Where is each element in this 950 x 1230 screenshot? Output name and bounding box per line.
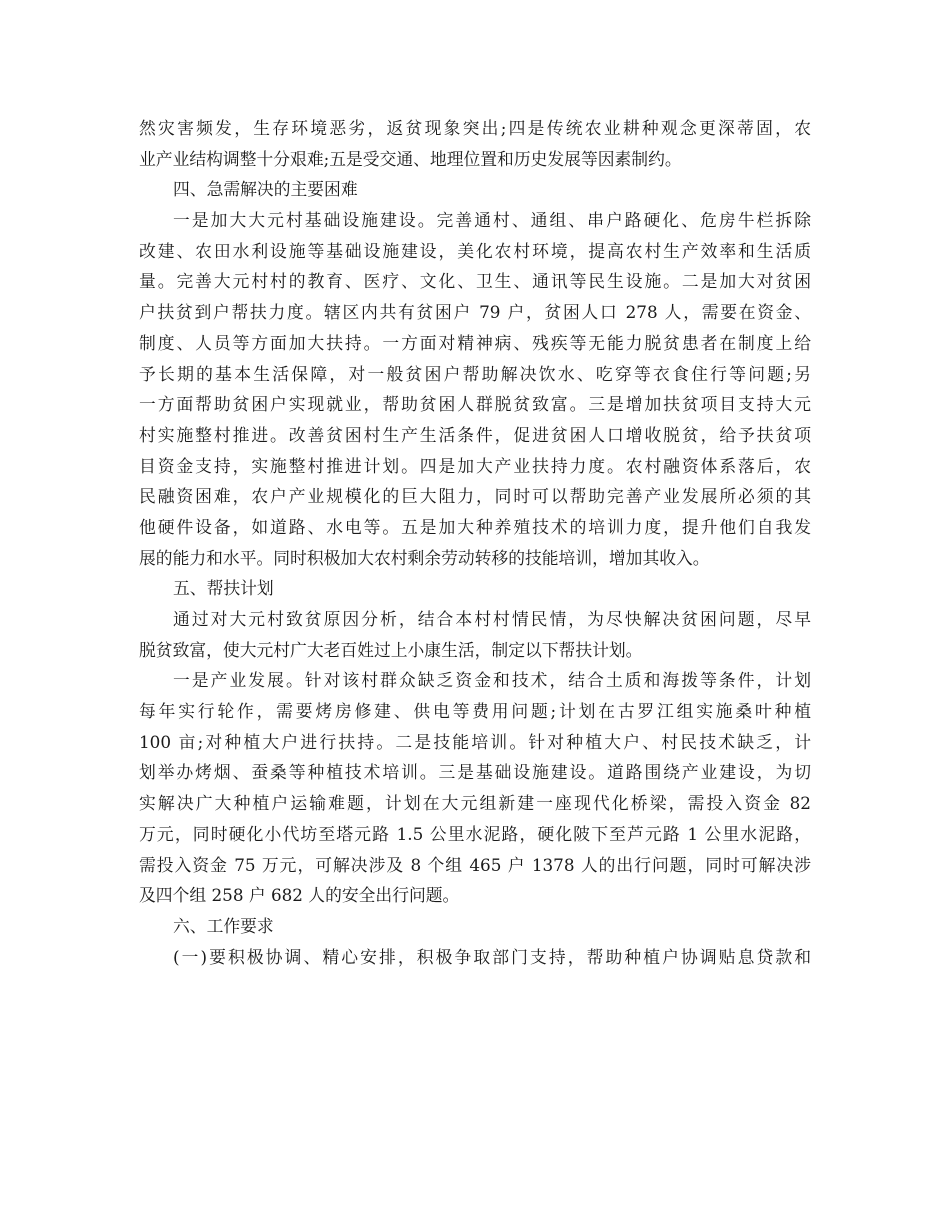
- paragraph-line: 予长期的基本生活保障，对一般贫困户帮助解决饮水、吃穿等衣食住行等问题;另: [139, 363, 811, 384]
- paragraph-line: 一是产业发展。针对该村群众缺乏资金和技术，结合土质和海拨等条件，计划: [173, 670, 811, 691]
- paragraph-line: 一是加大大元村基础设施建设。完善通村、通组、串户路硬化、危房牛栏拆除: [173, 210, 811, 231]
- paragraph-line: 业产业结构调整十分艰难;五是受交通、地理位置和历史发展等因素制约。: [139, 148, 682, 169]
- paragraph-line: 100 亩;对种植大户进行扶持。二是技能培训。针对种植大户、村民技术缺乏，计: [139, 731, 811, 752]
- section-heading: 五、帮扶计划: [173, 578, 274, 599]
- paragraph-line: 改建、农田水利设施等基础设施建设，美化农村环境，提高农村生产效率和生活质: [139, 240, 811, 261]
- paragraph-line: 实解决广大种植户运输难题，计划在大元组新建一座现代化桥梁，需投入资金 82: [139, 793, 811, 814]
- paragraph-line: 每年实行轮作，需要烤房修建、供电等费用问题;计划在古罗江组实施桑叶种植: [139, 701, 811, 722]
- paragraph-line: 通过对大元村致贫原因分析，结合本村村情民情，为尽快解决贫困问题，尽早: [173, 609, 811, 629]
- paragraph-line: 然灾害频发，生存环境恶劣，返贫现象突出;四是传统农业耕种观念更深蒂固，农: [139, 118, 811, 138]
- section-heading: 六、工作要求: [173, 915, 274, 936]
- document-body: [139, 113, 811, 972]
- paragraph-line: 一方面帮助贫困户实现就业，帮助贫困人群脱贫致富。三是增加扶贫项目支持大元: [139, 394, 811, 415]
- paragraph-line: 及四个组 258 户 682 人的安全出行问题。: [139, 885, 460, 906]
- paragraph-line: 脱贫致富，使大元村广大老百姓过上小康生活，制定以下帮扶计划。: [139, 639, 643, 660]
- paragraph-line: 需投入资金 75 万元，可解决涉及 8 个组 465 户 1378 人的出行问题，同时可解决涉: [139, 854, 811, 875]
- paragraph-line: 万元，同时硬化小代坊至塔元路 1.5 公里水泥路，硬化陂下至芦元路 1 公里水泥路，: [139, 823, 811, 844]
- paragraph-line: 户扶贫到户帮扶力度。辖区内共有贫困户 79 户，贫困人口 278 人，需要在资金、: [139, 302, 811, 323]
- paragraph-line: 目资金支持，实施整村推进计划。四是加大产业扶持力度。农村融资体系落后，农: [139, 455, 811, 476]
- paragraph-line: 村实施整村推进。改善贫困村生产生活条件，促进贫困人口增收脱贫，给予扶贫项: [139, 424, 811, 445]
- paragraph-line: 量。完善大元村村的教育、医疗、文化、卫生、通讯等民生设施。二是加大对贫困: [139, 271, 811, 292]
- paragraph-line: (一)要积极协调、精心安排，积极争取部门支持，帮助种植户协调贴息贷款和: [173, 946, 811, 967]
- paragraph-line: 划举办烤烟、蚕桑等种植技术培训。三是基础设施建设。道路围绕产业建设，为切: [139, 762, 811, 783]
- paragraph-line: 展的能力和水平。同时积极加大农村剩余劳动转移的技能培训，增加其收入。: [139, 547, 710, 568]
- paragraph-line: 民融资困难，农户产业规模化的巨大阻力，同时可以帮助完善产业发展所必须的其: [139, 486, 811, 507]
- section-heading: 四、急需解决的主要困难: [173, 179, 358, 200]
- paragraph-line: 制度、人员等方面加大扶持。一方面对精神病、残疾等无能力脱贫患者在制度上给: [139, 332, 811, 353]
- paragraph-line: 他硬件设备，如道路、水电等。五是加大种养殖技术的培训力度，提升他们自我发: [139, 516, 811, 537]
